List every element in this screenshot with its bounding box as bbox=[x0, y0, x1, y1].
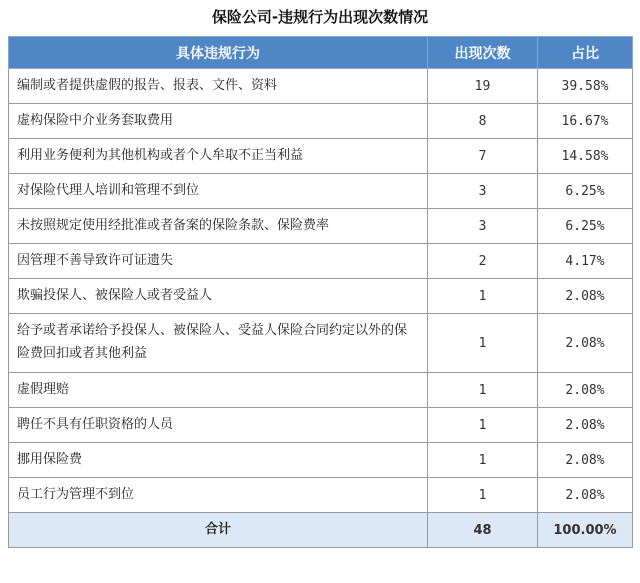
percent-cell: 6.25% bbox=[538, 174, 633, 209]
percent-cell: 2.08% bbox=[538, 373, 633, 408]
violation-cell: 编制或者提供虚假的报告、报表、文件、资料 bbox=[9, 69, 428, 104]
table-row bbox=[9, 209, 633, 244]
header-item[interactable]: 具体违规行为 bbox=[9, 37, 428, 69]
table-row bbox=[9, 244, 633, 279]
percent-cell: 2.08% bbox=[538, 279, 633, 314]
total-label: 合计 bbox=[9, 513, 428, 548]
percent-cell: 4.17% bbox=[538, 244, 633, 279]
violation-cell: 员工行为管理不到位 bbox=[9, 478, 428, 513]
percent-cell: 2.08% bbox=[538, 443, 633, 478]
percent-cell: 2.08% bbox=[538, 314, 633, 373]
violation-cell: 给予或者承诺给予投保人、被保险人、受益人保险合同约定以外的保险费回扣或者其他利益 bbox=[9, 314, 428, 373]
table-row bbox=[9, 443, 633, 478]
violation-cell: 虚构保险中介业务套取费用 bbox=[9, 104, 428, 139]
count-cell: 1 bbox=[428, 373, 538, 408]
violations-table bbox=[8, 36, 633, 548]
table-row bbox=[9, 69, 633, 104]
header-count[interactable]: 出现次数 bbox=[428, 37, 538, 69]
violation-cell: 虚假理赔 bbox=[9, 373, 428, 408]
percent-cell: 39.58% bbox=[538, 69, 633, 104]
percent-cell: 2.08% bbox=[538, 408, 633, 443]
violation-cell: 利用业务便利为其他机构或者个人牟取不正当利益 bbox=[9, 139, 428, 174]
violation-cell: 挪用保险费 bbox=[9, 443, 428, 478]
table-row bbox=[9, 373, 633, 408]
total-count: 48 bbox=[428, 513, 538, 548]
table-row bbox=[9, 104, 633, 139]
total-percent: 100.00% bbox=[538, 513, 633, 548]
count-cell: 3 bbox=[428, 209, 538, 244]
count-cell: 1 bbox=[428, 408, 538, 443]
total-row bbox=[9, 513, 633, 548]
violation-cell: 对保险代理人培训和管理不到位 bbox=[9, 174, 428, 209]
table-title: 保险公司-违规行为出现次数情况 bbox=[211, 8, 429, 26]
table-body bbox=[9, 69, 633, 548]
violation-cell: 未按照规定使用经批准或者备案的保险条款、保险费率 bbox=[9, 209, 428, 244]
violation-cell: 聘任不具有任职资格的人员 bbox=[9, 408, 428, 443]
count-cell: 1 bbox=[428, 314, 538, 373]
violation-cell: 因管理不善导致许可证遗失 bbox=[9, 244, 428, 279]
count-cell: 7 bbox=[428, 139, 538, 174]
count-cell: 3 bbox=[428, 174, 538, 209]
count-cell: 1 bbox=[428, 279, 538, 314]
count-cell: 2 bbox=[428, 244, 538, 279]
count-cell: 19 bbox=[428, 69, 538, 104]
table-row bbox=[9, 408, 633, 443]
percent-cell: 6.25% bbox=[538, 209, 633, 244]
table-row bbox=[9, 314, 633, 373]
table-row bbox=[9, 174, 633, 209]
count-cell: 1 bbox=[428, 478, 538, 513]
table-row bbox=[9, 139, 633, 174]
table-row bbox=[9, 478, 633, 513]
violation-cell: 欺骗投保人、被保险人或者受益人 bbox=[9, 279, 428, 314]
count-cell: 8 bbox=[428, 104, 538, 139]
header-row bbox=[9, 37, 633, 69]
percent-cell: 14.58% bbox=[538, 139, 633, 174]
percent-cell: 16.67% bbox=[538, 104, 633, 139]
count-cell: 1 bbox=[428, 443, 538, 478]
header-percent[interactable]: 占比 bbox=[538, 37, 633, 69]
table-row bbox=[9, 279, 633, 314]
percent-cell: 2.08% bbox=[538, 478, 633, 513]
